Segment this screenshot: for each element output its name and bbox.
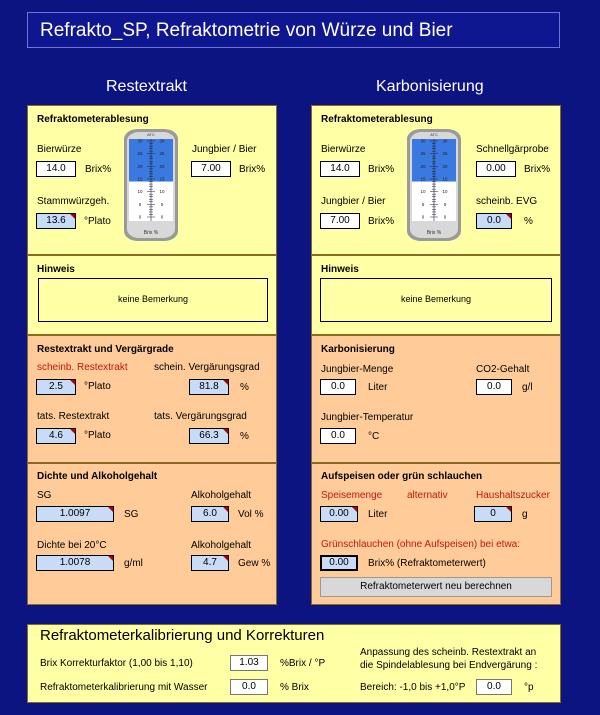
evg-value: 0.0 [476, 213, 512, 229]
zucker-unit: g [522, 509, 528, 520]
co2-label: CO2-Gehalt [476, 364, 530, 375]
right-gauge-label-right: 15 [442, 176, 448, 182]
wasser-label: Refraktometerkalibrierung mit Wasser [40, 682, 208, 693]
right-gauge-label-left: 20 [420, 163, 426, 169]
left-jungbier-input[interactable]: 7.00 [191, 161, 231, 177]
restextrakt-heading: Restextrakt [106, 78, 187, 95]
right-gauge-label-left: 10 [420, 189, 426, 195]
sg-label: SG [37, 490, 52, 501]
left-stammwuerze-label: Stammwürzgeh. [37, 196, 110, 207]
alk-gew-value: 4.7 [191, 555, 229, 571]
dichte20-value: 1.0078 [36, 555, 114, 571]
schnell-label: Schnellgärprobe [476, 144, 549, 155]
wasser-unit: % Brix [280, 682, 309, 693]
right-gauge-label-left: 25 [420, 151, 426, 157]
karbonisierung-heading: Karbonisierung [376, 78, 484, 95]
left-restextrakt-heading: Restextrakt und Vergärgrade [37, 344, 174, 355]
right-gauge-brix-label: Brix % [426, 230, 442, 236]
alk-vol-value: 6.0 [191, 506, 229, 522]
tats-vergaerung-unit: % [240, 431, 249, 442]
left-gauge-label-right: 15 [159, 176, 165, 182]
speise-unit: Liter [368, 509, 388, 520]
schein-restextrakt-unit: °Plato [84, 381, 111, 392]
right-gauge-label-right: 5 [443, 201, 447, 207]
schein-vergaerung-unit: % [240, 382, 249, 393]
left-gauge-label-right: 0 [160, 214, 164, 220]
alternativ-label: alternativ [407, 490, 448, 501]
recalculate-button[interactable]: Refraktometerwert neu berechnen [320, 577, 552, 597]
tats-vergaerung-value: 66.3 [189, 428, 229, 444]
zucker-label: Haushaltszucker [476, 490, 550, 501]
left-gauge-label-left: 20 [137, 163, 143, 169]
faktor-unit: %Brix / °P [280, 658, 326, 669]
right-gauge-top-label: ATC [430, 132, 438, 137]
left-hinweis-box: keine Bemerkung [38, 278, 268, 322]
right-gauge-label-right: 20 [442, 163, 448, 169]
right-gauge-label-right: 30 [442, 138, 448, 144]
right-gauge-label-left: 5 [421, 201, 425, 207]
bereich-input[interactable]: 0.0 [476, 679, 512, 695]
left-refractometer-gauge [121, 127, 181, 244]
right-jungbier-label: Jungbier / Bier [321, 196, 386, 207]
schein-vergaerung-label: schein. Vergärungsgrad [154, 362, 260, 373]
right-bierwuerze-unit: Brix% [368, 164, 395, 175]
left-gauge-label-right: 20 [159, 163, 165, 169]
bereich-label: Bereich: -1,0 bis +1,0°P [360, 682, 466, 693]
evg-unit: % [524, 216, 533, 227]
schnell-input[interactable]: 0.00 [476, 161, 516, 177]
left-gauge-label-left: 15 [137, 176, 143, 182]
aufspeisen-heading: Aufspeisen oder grün schlauchen [321, 471, 483, 482]
kalibrierung-heading: Refraktometerkalibrierung und Korrekturen [40, 627, 325, 644]
tats-vergaerung-label: tats. Vergärungsgrad [154, 411, 247, 422]
tats-restextrakt-unit: °Plato [84, 430, 111, 441]
left-stammwuerze-value: 13.6 [36, 213, 76, 229]
tats-restextrakt-label: tats. Restextrakt [37, 411, 110, 422]
dichte20-unit: g/ml [124, 558, 143, 569]
alk-vol-label: Alkoholgehalt [191, 490, 252, 501]
left-hinweis-heading: Hinweis [37, 264, 75, 275]
speise-value: 0.00 [320, 506, 358, 522]
menge-label: Jungbier-Menge [321, 364, 394, 375]
left-gauge-brix-label: Brix % [143, 230, 159, 236]
faktor-input[interactable]: 1.03 [230, 655, 268, 671]
left-gauge-top-label: ATC [147, 132, 155, 137]
right-gauge-label-left: 15 [420, 176, 426, 182]
right-gauge-label-left: 0 [421, 214, 425, 220]
left-refrakto-heading: Refraktometerablesung [37, 114, 149, 125]
gruen-unit: Brix% (Refraktometerwert) [368, 558, 486, 569]
speise-label: Speisemenge [321, 490, 383, 501]
alk-vol-unit: Vol % [238, 509, 264, 520]
app-title: Refrakto_SP, Refraktometrie von Würze und Bier [40, 20, 453, 41]
right-bierwuerze-value: 14.0 [320, 161, 360, 177]
menge-unit: Liter [368, 382, 388, 393]
right-gauge-label-right: 25 [442, 151, 448, 157]
gruen-value: 0.00 [320, 555, 358, 571]
bereich-unit: °p [524, 682, 534, 693]
left-gauge-label-left: 10 [137, 189, 143, 195]
right-gauge-label-right: 10 [442, 189, 448, 195]
left-jungbier-unit: Brix% [239, 164, 266, 175]
co2-unit: g/l [522, 382, 533, 393]
anpassung-line2: die Spindelablesung bei Endvergärung : [360, 660, 538, 671]
left-jungbier-label: Jungbier / Bier [192, 144, 257, 155]
right-jungbier-unit: Brix% [368, 216, 395, 227]
alk-gew-label: Alkoholgehalt [191, 540, 252, 551]
temp-input[interactable]: 0.0 [320, 428, 356, 444]
left-gauge-label-right: 25 [159, 151, 165, 157]
left-gauge-label-left: 25 [137, 151, 143, 157]
right-gauge-label-left: 30 [420, 138, 426, 144]
schein-restextrakt-value: 2.5 [36, 379, 76, 395]
left-gauge-label-right: 30 [159, 138, 165, 144]
zucker-value: 0 [474, 506, 512, 522]
temp-label: Jungbier-Temperatur [321, 412, 414, 423]
faktor-label: Brix Korrekturfaktor (1,00 bis 1,10) [40, 658, 193, 669]
tats-restextrakt-value: 4.6 [36, 428, 76, 444]
wasser-input[interactable]: 0.0 [230, 679, 268, 695]
temp-unit: °C [368, 431, 380, 442]
karbon-heading: Karbonisierung [321, 344, 395, 355]
schnell-unit: Brix% [524, 164, 551, 175]
left-gauge-label-left: 30 [137, 138, 143, 144]
menge-input[interactable]: 0.0 [320, 379, 356, 395]
left-bierwuerze-label: Bierwürze [37, 144, 82, 155]
left-bierwuerze-unit: Brix% [85, 164, 112, 175]
right-refrakto-heading: Refraktometerablesung [321, 114, 433, 125]
left-gauge-label-right: 10 [159, 189, 165, 195]
dichte20-label: Dichte bei 20°C [37, 540, 107, 551]
left-gauge-label-right: 5 [160, 201, 164, 207]
schein-restextrakt-label: scheinb. Restextrakt [37, 362, 128, 373]
schein-vergaerung-value: 81.8 [189, 379, 229, 395]
co2-input[interactable]: 0.0 [476, 379, 512, 395]
right-gauge-label-right: 0 [443, 214, 447, 220]
anpassung-line1: Anpassung des scheinb. Restextrakt an [360, 647, 537, 658]
evg-label: scheinb. EVG [476, 196, 538, 207]
left-dichte-panel [27, 463, 277, 605]
left-bierwuerze-input[interactable]: 14.0 [36, 161, 76, 177]
right-refractometer-gauge [404, 127, 464, 244]
right-hinweis-heading: Hinweis [321, 264, 359, 275]
right-hinweis-box: keine Bemerkung [320, 278, 552, 322]
right-bierwuerze-label: Bierwürze [321, 144, 366, 155]
dichte-heading: Dichte und Alkoholgehalt [37, 471, 158, 482]
left-gauge-label-left: 0 [138, 214, 142, 220]
sg-unit: SG [124, 509, 139, 520]
left-stammwuerze-unit: °Plato [84, 216, 111, 227]
right-jungbier-value: 7.00 [320, 213, 360, 229]
sg-value: 1.0097 [36, 506, 114, 522]
gruen-label: Grünschlauchen (ohne Aufspeisen) bei etwa: [321, 539, 521, 550]
alk-gew-unit: Gew % [238, 558, 271, 569]
left-gauge-label-left: 5 [138, 201, 142, 207]
